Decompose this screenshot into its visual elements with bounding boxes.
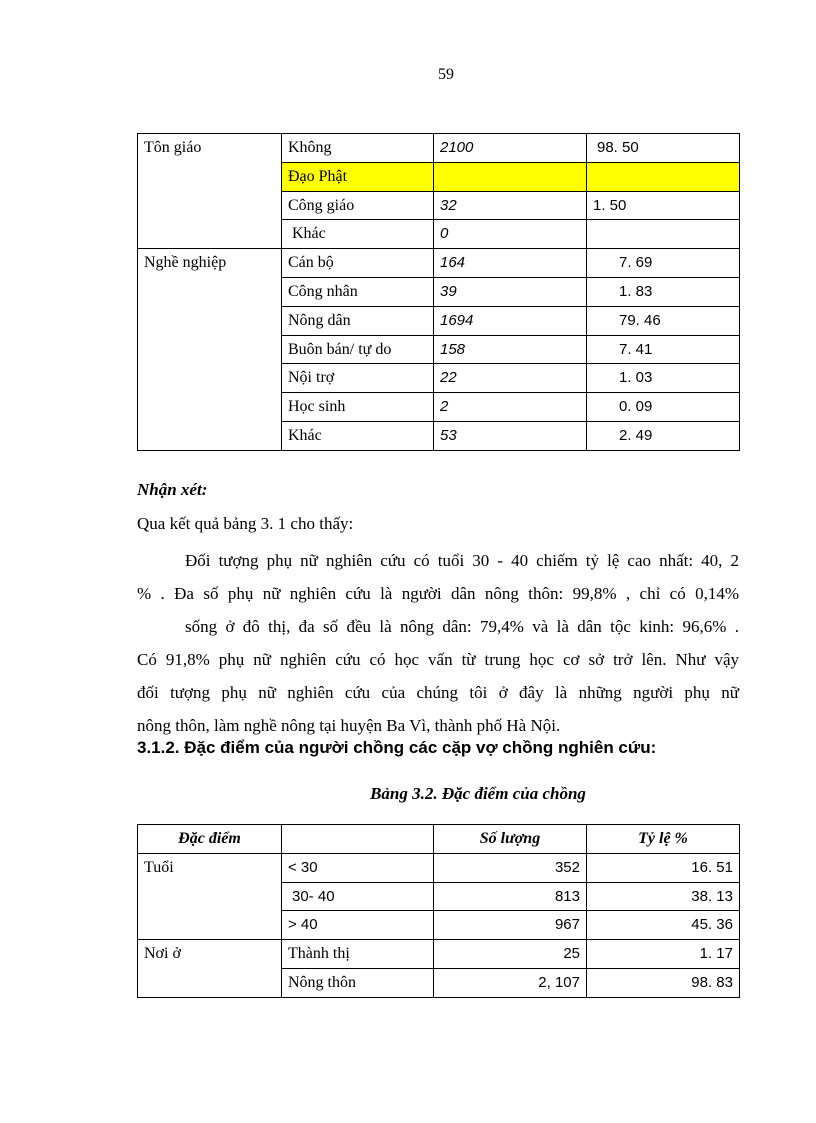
group-cell-age: Tuổi — [138, 853, 282, 939]
count-cell: 2 — [434, 393, 587, 422]
item-cell: Buôn bán/ tự do — [282, 335, 434, 364]
table-husband-characteristics — [137, 824, 740, 998]
column-header: Tỷ lệ % — [587, 825, 740, 854]
item-cell: Cán bộ — [282, 249, 434, 278]
count-cell: 967 — [434, 911, 587, 940]
column-header: Đặc điểm — [138, 825, 282, 854]
count-cell: 2100 — [434, 134, 587, 163]
percent-cell: 45. 36 — [587, 911, 740, 940]
item-cell: Thành thị — [282, 940, 434, 969]
count-cell: 352 — [434, 853, 587, 882]
column-header — [282, 825, 434, 854]
group-cell-occupation: Nghề nghiệp — [138, 249, 282, 451]
percent-cell: 79. 46 — [587, 306, 740, 335]
item-cell: Nông thôn — [282, 968, 434, 997]
percent-cell: 7. 69 — [587, 249, 740, 278]
count-cell: 0 — [434, 220, 587, 249]
table-row — [138, 134, 740, 163]
item-cell: Công nhân — [282, 277, 434, 306]
page-number: 59 — [438, 66, 454, 83]
count-cell: 53 — [434, 421, 587, 450]
paragraph-line: Đối tượng phụ nữ nghiên cứu có tuổi 30 - 40 chiếm tỷ lệ cao nhất: 40, 2 — [185, 551, 739, 570]
paragraph-line: nông thôn, làm nghề nông tại huyện Ba Vì, thành phố Hà Nội. — [137, 716, 561, 735]
count-cell — [434, 162, 587, 191]
remark-heading: Nhận xét: — [137, 480, 208, 499]
item-cell: Không — [282, 134, 434, 163]
paragraph-line: Có 91,8% phụ nữ nghiên cứu có học vấn từ trung học cơ sở trở lên. Như vậy — [137, 650, 739, 669]
remark-intro: Qua kết quả bảng 3. 1 cho thấy: — [137, 514, 354, 533]
table-row — [138, 853, 740, 882]
table-row — [138, 249, 740, 278]
table-caption: Bảng 3.2. Đặc điểm của chồng — [370, 784, 586, 803]
table-row — [138, 940, 740, 969]
percent-cell — [587, 220, 740, 249]
item-cell: < 30 — [282, 853, 434, 882]
percent-cell: 1. 83 — [587, 277, 740, 306]
paragraph-line: % . Đa số phụ nữ nghiên cứu là người dân nông thôn: 99,8% , chỉ có 0,14% — [137, 584, 739, 603]
percent-cell: 38. 13 — [587, 882, 740, 911]
count-cell: 813 — [434, 882, 587, 911]
percent-cell: 1. 03 — [587, 364, 740, 393]
item-cell: > 40 — [282, 911, 434, 940]
item-cell: Khác — [282, 220, 434, 249]
count-cell: 39 — [434, 277, 587, 306]
remark-body — [137, 544, 739, 742]
count-cell: 158 — [434, 335, 587, 364]
item-cell: Nội trợ — [282, 364, 434, 393]
item-cell: Nông dân — [282, 306, 434, 335]
count-cell: 32 — [434, 191, 587, 220]
group-cell-residence: Nơi ở — [138, 940, 282, 998]
percent-cell: 1. 17 — [587, 940, 740, 969]
table-header-row — [138, 825, 740, 854]
count-cell: 164 — [434, 249, 587, 278]
percent-cell: 98. 50 — [587, 134, 740, 163]
count-cell: 22 — [434, 364, 587, 393]
section-heading: 3.1.2. Đặc điểm của người chồng các cặp vợ chồng nghiên cứu: — [137, 738, 657, 757]
percent-cell: 2. 49 — [587, 421, 740, 450]
paragraph-line: đối tượng phụ nữ nghiên cứu của chúng tôi ở đây là những người phụ nữ — [137, 683, 739, 702]
percent-cell: 16. 51 — [587, 853, 740, 882]
percent-cell — [587, 162, 740, 191]
count-cell: 25 — [434, 940, 587, 969]
item-cell: Đạo Phật — [282, 162, 434, 191]
percent-cell: 98. 83 — [587, 968, 740, 997]
percent-cell: 1. 50 — [587, 191, 740, 220]
percent-cell: 0. 09 — [587, 393, 740, 422]
table-religion-occupation — [137, 133, 740, 451]
item-cell: Học sinh — [282, 393, 434, 422]
percent-cell: 7. 41 — [587, 335, 740, 364]
count-cell: 2, 107 — [434, 968, 587, 997]
item-cell: Khác — [282, 421, 434, 450]
item-cell: 30- 40 — [282, 882, 434, 911]
count-cell: 1694 — [434, 306, 587, 335]
column-header: Số lượng — [434, 825, 587, 854]
group-cell-religion: Tôn giáo — [138, 134, 282, 249]
paragraph-line: sống ở đô thị, đa số đều là nông dân: 79,4% và là dân tộc kinh: 96,6% . — [185, 617, 739, 636]
item-cell: Công giáo — [282, 191, 434, 220]
